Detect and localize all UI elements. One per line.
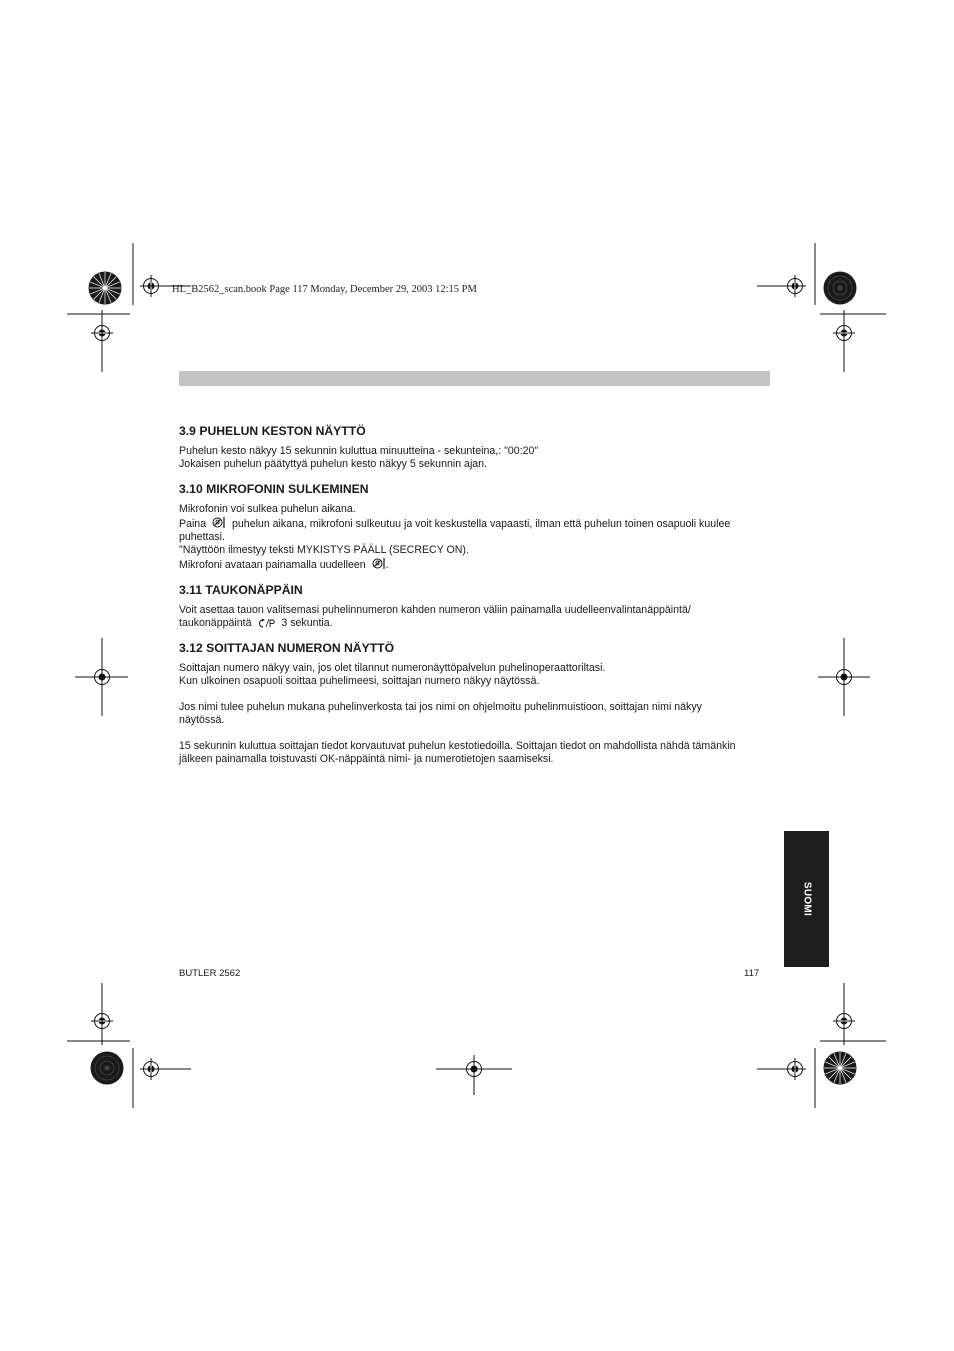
text-fragment: . [385, 559, 389, 571]
text-fragment: puhelun aikana, mikrofoni sulkeutuu ja voit keskustella vapaasti, ilman että puhelun toinen osapuoli kuulee [232, 518, 731, 530]
registration-target-bottom-right [824, 1052, 857, 1085]
paragraph-line: 15 sekunnin kuluttua soittajan tiedot korvautuvat puhelun kestotiedoilla. Soittajan tiedot on mahdollista nähdä tämänkin [179, 740, 736, 752]
mute-key-icon [212, 516, 226, 529]
mute-key-icon [372, 557, 386, 570]
footer-model: BUTLER 2562 [179, 968, 241, 979]
paragraph-line: Puhelun kesto näkyy 15 sekunnin kuluttua minuutteina - sekunteina,: "00:20" [179, 445, 539, 457]
paragraph-line: näytössä. [179, 714, 225, 726]
text-fragment: 3 sekuntia. [281, 617, 333, 629]
paragraph-line: jälkeen painamalla toistuvasti OK-näppäintä nimi- ja numerotietojen saamiseksi. [179, 753, 554, 765]
paragraph-line: Soittajan numero näkyy vain, jos olet tilannut numeronäyttöpalvelun puhelinoperaattoriltasi. [179, 662, 606, 674]
section-heading: 3.12 SOITTAJAN NUMERON NÄYTTÖ [179, 641, 395, 655]
redial-pause-key-icon [257, 618, 275, 628]
paragraph-line [179, 557, 774, 572]
paragraph-line: "Näyttöön ilmestyy teksti MYKISTYS PÄÄLL (SECRECY ON). [179, 544, 469, 556]
paragraph-line: puhettasi. [179, 531, 225, 543]
registration-target-top-right [824, 272, 857, 305]
section-caller-id [179, 641, 774, 766]
registration-target-top-left [89, 272, 122, 305]
section-heading: 3.10 MIKROFONIN SULKEMINEN [179, 482, 369, 496]
section-heading: 3.9 PUHELUN KESTON NÄYTTÖ [179, 424, 366, 438]
paragraph-line: Jokaisen puhelun päätyttyä puhelun kesto näkyy 5 sekunnin ajan. [179, 458, 488, 470]
paragraph-line: Kun ulkoinen osapuoli soittaa puhelimeesi, soittajan numero näkyy näytössä. [179, 675, 540, 687]
paragraph-line [179, 516, 774, 531]
section-heading: 3.11 TAUKONÄPPÄIN [179, 583, 303, 597]
header-bar [179, 371, 770, 386]
section-call-duration [179, 424, 774, 471]
paragraph-line [179, 617, 774, 630]
section-pause-key [179, 583, 774, 630]
text-fragment: taukonäppäintä [179, 617, 252, 629]
registration-target-bottom-left [91, 1052, 124, 1085]
paragraph-line: Mikrofonin voi sulkea puhelun aikana. [179, 503, 356, 515]
paragraph-line: Jos nimi tulee puhelun mukana puhelinverkosta tai jos nimi on ohjelmoitu puhelinmuistioon, soittajan nimi näkyy [179, 701, 702, 713]
section-mute-microphone [179, 482, 774, 572]
text-fragment: Paina [179, 518, 207, 530]
text-fragment: Mikrofoni avataan painamalla uudelleen [179, 559, 366, 571]
print-slug-line: HL_B2562_scan.book Page 117 Monday, December 29, 2003 12:15 PM [172, 284, 477, 295]
paragraph-line: Voit asettaa tauon valitsemasi puhelinnumeron kahden numeron väliin painamalla uudelleenvalintanäppäintä/ [179, 604, 691, 616]
page-body [179, 424, 774, 777]
page-number: 117 [744, 968, 760, 979]
language-tab [784, 831, 829, 967]
language-tab-label: SUOMI [801, 881, 812, 917]
